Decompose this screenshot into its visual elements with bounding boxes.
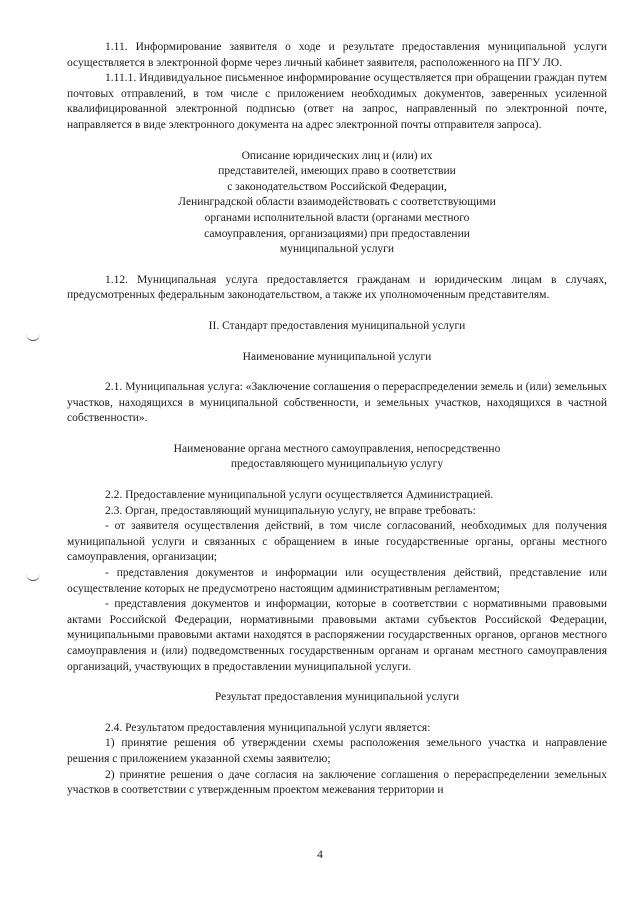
paragraph-1-11-1: 1.11.1. Индивидуальное письменное информирование осуществляется при обращении граждан путем почтовых отправлений, в том числе с приложением необходимых документов, заверенных усиленной квалифицированной электронной подписью (ответ на запрос, направленный по электронной почте, направляется в виде электронного документа на адрес электронной почты отправителя запроса). xyxy=(67,72,607,131)
heading-line: предоставляющего муниципальную услугу xyxy=(230,458,444,471)
paragraph-1-12: 1.12. Муниципальная услуга предоставляется гражданам и юридическим лицам в случаях, предусмотренных федеральным законодательством, а также их уполномоченным представителям. xyxy=(67,273,607,302)
heading-line: представителей, имеющих право в соответствии xyxy=(218,165,456,178)
heading-line: Наименование органа местного самоуправления, непосредственно xyxy=(173,442,501,455)
page-number: 4 xyxy=(317,849,323,861)
list-item-2-4-1: 1) принятие решения об утверждении схемы расположения земельного участка и направление решения с приложением указанной схемы заявителю; xyxy=(67,737,607,765)
heading-line: Описание юридических лиц и (или) их xyxy=(241,149,433,162)
heading-line: Ленинградской области взаимодействовать с соответствующими xyxy=(178,196,496,209)
heading-line: муниципальной услуги xyxy=(279,243,395,256)
subsection-heading-result: Результат предоставления муниципальной услуги xyxy=(214,691,460,704)
section-heading: II. Стандарт предоставления муниципальной услуги xyxy=(208,319,466,332)
paragraph-2-1: 2.1. Муниципальная услуга: «Заключение соглашения о перераспределении земель и (или) земельных участков, находящихся в муниципальной собственности, и земельных участков, находящихся в частной собственности». xyxy=(67,381,607,425)
binding-hole-mark xyxy=(26,574,40,581)
paragraph-2-2: 2.2. Предоставление муниципальной услуги осуществляется Администрацией. xyxy=(105,489,494,502)
subsection-heading-name: Наименование муниципальной услуги xyxy=(242,350,432,363)
heading-organ xyxy=(67,442,607,473)
paragraph-2-4: 2.4. Результатом предоставления муниципальной услуги является: xyxy=(105,721,431,734)
list-item-2-3-a: - от заявителя осуществления действий, в том числе согласований, необходимых для получения муниципальной услуги и связанных с обращением в иные государственные органы, органы местного самоуправления, организации; xyxy=(67,520,607,564)
binding-hole-mark xyxy=(26,334,40,341)
heading-line: органами исполнительной власти (органами местного xyxy=(204,211,470,224)
paragraph-1-11: 1.11. Информирование заявителя о ходе и результате предоставления муниципальной услуги осуществляется в электронной форме через личный кабинет заявителя, расположенного на ПГУ ЛО. xyxy=(67,41,607,69)
document-body xyxy=(67,40,607,799)
heading-description xyxy=(67,149,607,258)
paragraph-2-3: 2.3. Орган, предоставляющий муниципальную услугу, не вправе требовать: xyxy=(105,504,476,517)
list-item-2-3-c: - представления документов и информации, которые в соответствии с нормативными правовыми актами Российской Федерации, нормативными правовыми актами субъектов Российской Федерации, муниципальными правовыми актами находятся в распоряжении государственных органов, органов местного самоуправления и (или) подведомственных государственным органам и органам местного самоуправления организаций, участвующих в предоставлении муниципальной услуги. xyxy=(67,598,607,673)
heading-line: самоуправления, организациями) при предоставлении xyxy=(204,227,470,240)
list-item-2-3-b: - представления документов и информации или осуществления действий, представление или осуществление которых не предусмотрено настоящим административным регламентом; xyxy=(67,567,607,595)
heading-line: с законодательством Российской Федерации, xyxy=(227,180,447,193)
list-item-2-4-2: 2) принятие решения о даче согласия на заключение соглашения о перераспределении земельных участков в соответствии с утвержденным проектом межевания территории и xyxy=(67,768,607,797)
